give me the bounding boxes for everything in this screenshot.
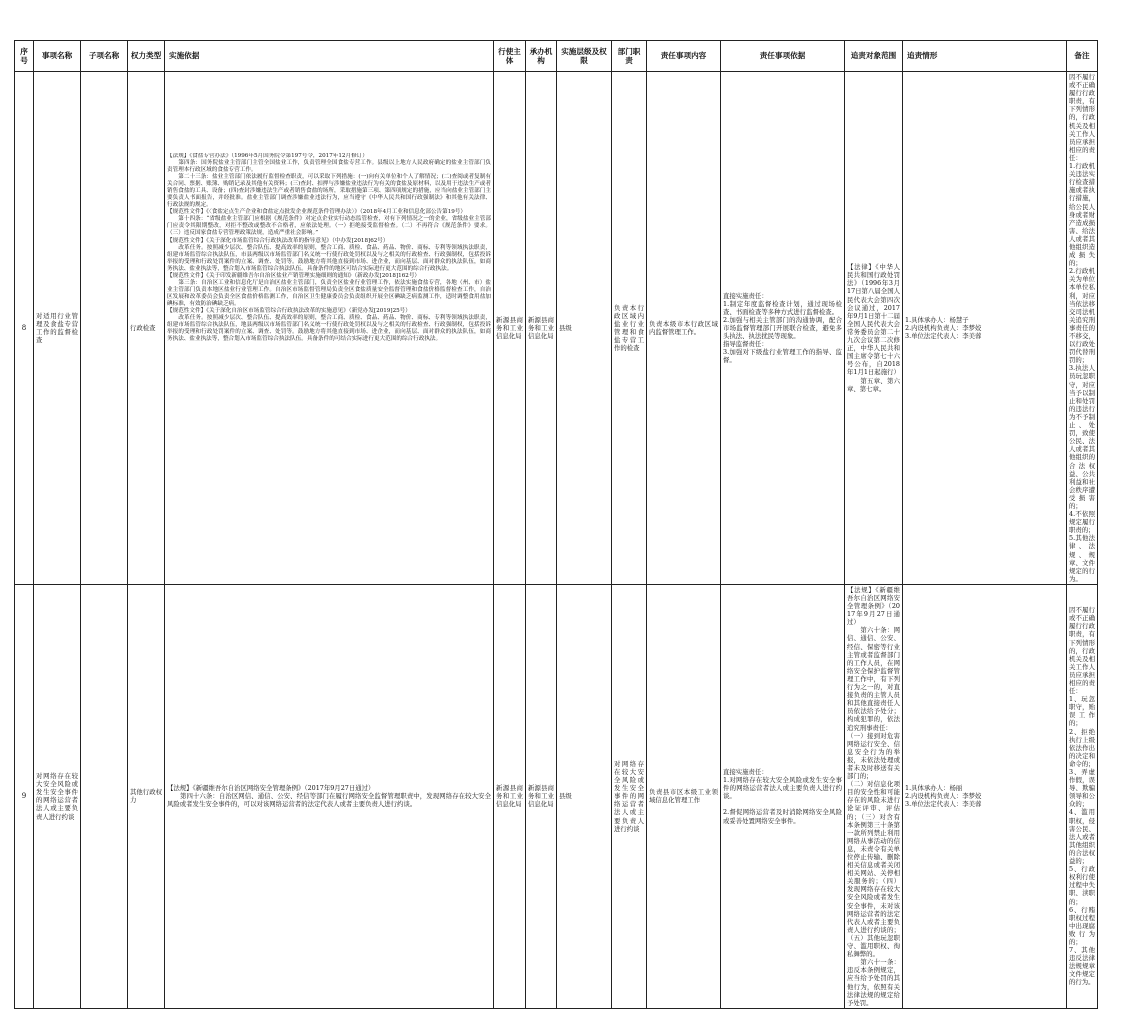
agency: 新源县商务和工业信息化局 — [528, 784, 554, 809]
subject-cell — [494, 584, 526, 1008]
resp-basis: 【法规】《新疆维吾尔自治区网络安全管理条例》（2017年9月27日通过） 第六十条：网信、通信、公安、经信、保密等行业主管或者监督部门的工作人员，在网络安全保护监督管理工作中，有下列行为之一的，对直接负责的主管人员和其他直接责任人员依法给予处分；构成犯罪的，依法追究刑事责任： （一）接到对危害网络运行安全、信息安全行为的举报，未依法处理或者未及时移送有关部门的； （二）对信息化项目的安全性和可能存在的风险未进行论证评审、评估的；（三）对含有本条例第三十条第一款所列禁止利用网络从事活动的信息，未责令有关单位停止传输、删除相关信息或者关闭相关网站、关停相关服务的；（四）发现网络存在较大安全风险或者发生安全事件，未对该网络运营者的法定代表人或者主要负责人进行约谈的；（五）其他玩忽职守、滥用职权、徇私舞弊的。 第六十一条：违反本条例规定，应当给予处罚的其他行为，依照有关法律法规的规定给予处罚。 — [847, 585, 900, 1007]
sub-item-cell — [81, 72, 128, 585]
header-level: 实施层级及权限 — [557, 41, 612, 72]
power-type-cell — [128, 584, 165, 1008]
agency: 新源县商务和工业信息化局 — [528, 315, 554, 340]
duty-cell — [612, 72, 647, 585]
header-basis: 实施依据 — [165, 41, 494, 72]
accountable: 1.具体承办人：杨慧子 2.内设机构负责人：李梦姣 3.单位法定代表人：李美蓉 — [905, 315, 982, 340]
basis-text: 【法规】《食盐专营办法》（1996年5月国务院令第197号令，2017年12月修订） 第四条：国务院盐业主管部门主管全国盐业工作，负责管理全国食盐专营工作。县级以上地方人民政府确定的盐业主管部门负责管理本行政区域的食盐专营工作。 第二十三条：盐业主管部门依法履行监督检查职责，可以采取下列措施：(一)向有关单位和个人了解情况；(二)查阅或者复制有关合同、票据、账簿、购销记录及其他有关资料；(三)查封、扣押与涉嫌盐业违法行为有关的食盐及原材料，以及用于违法生产或者销售食盐的工具、设备；(四)查封涉嫌违法生产或者销售食盐的场所，采取措施第三项、第四项规定的措施，应当向盐业主管部门主要负责人书面报告，并经批准。盐业主管部门调查涉嫌盐业违法行为，应当遵守《中华人民共和国行政强制法》和其他有关法律、行政法规的规定。 【规范性文件】《〈食盐定点生产企业和食盐定点批发企业规范条件管理办法〉》（2018年4月工业和信息化部公告第19号） 第十四条：“省级盐业主管部门应根据《规范条件》对定点企业实行动态监管检查，对有下列情况之一的企业，省级盐业主管部门应责令其限期整改，对拒不整改或整改不合格者，应依法处理。（一）拒绝接受监督检查。（二）不再符合《规范条件》要求。（三）违反国家食盐专营管理政策法规，造成严重社会影响。” 【规范性文件】《关于深化市场监管综合行政执法改革的指导意见》（中办发[2018]62号） 改革任务。按照减少层次、整合队伍、提高效率的原则，整合工商、质检、食品、药品、物价、商标、专利等领域执法职责，组建市场监管综合执法队伍，市县两级以市场监管部门名义统一行使行政处罚权以及与之相关的行政检查、行政强制权，包括投诉举报的受理和行政处罚案件的立案、调查、处罚等。鼓励地方将其他直接到市场、进企业，而向基层、面对群众的执法队伍，如商务执法、盐业执法等，整合划入市场监管综合执法队伍。具备条件的地区可结合实际进行更大范围的综合行政执法。 【规范性文件】《关于印发新疆维吾尔自治区盐业产销管理实施细则的通知》（新政办发[2018]162号） 第三条：自治区工业和信息化厅是自治区盐业主管部门，负责全区盐业行业管理工作，依法实施食盐专营，各地（州、市）盐业主管部门负责本地区盐业行业管理工作。自治区市场监督管理局负责全区食盐质量安全监督管理和食盐价格监督检查工作，自治区发展和改革委员会负责全区食盐价格监测工作，自治区卫生健康委员会负责组织开展全区碘缺乏病监测工作，适时调整食用盐加碘标准，有效防治碘缺乏病。 【规范性文件】《关于深化自治区市场监管综合行政执法改革的实施意见》（新党办发[2019]25号） 改革任务。按照减少层次、整合队伍、提高效率的原则，整合工商、质检、食品、药品、物价、商标、专利等领域执法职责，组建市场监管综合执法队伍，地县两级以市场监管部门名义统一行使行政处罚权以及与之相关的行政检查、行政强制权，包括投诉举报的受理和行政处罚案件的立案、调查、处罚等。鼓励地方将其他直接到市场、进企业，而向基层、面对群众的执法队伍，如商务执法、盐业执法等，整合划入市场监管综合执法队伍。具备条件的可结合实际进行更大范围的综合行政执法。 — [167, 152, 491, 343]
responsibility-list-sheet — [14, 40, 1097, 1007]
duty-cell — [612, 584, 647, 1008]
resp-content-cell — [721, 584, 845, 1008]
header-sub-item: 子项名称 — [81, 41, 128, 72]
power-type: 行政检查 — [130, 323, 156, 332]
duty: 负责本行政区域内盐业行业管理和食盐专营工作的检查 — [614, 303, 644, 353]
resp-basis-cell — [845, 72, 903, 585]
resp-basis: 【法律】《中华人民共和国行政处罚法》（1996年3月17日第八届全国人民代表大会第四次会议通过，2017年9月1日第十二届全国人民代表大会常务委员会第二十九次会议第二次修正，中华人民共和国主席令第七十六号公布，自2018年1月1日起施行） 第五章、第六章、第七章。 — [847, 263, 900, 393]
dept-duty: 负责本级市本行政区域内监督管理工作。 — [649, 319, 718, 336]
table-row — [15, 584, 1098, 1008]
power-type: 其他行政权力 — [130, 788, 162, 805]
row-seq: 8 — [21, 323, 27, 332]
dept-duty-cell — [647, 72, 721, 585]
level: 县级 — [559, 792, 572, 801]
dept-duty-cell — [647, 584, 721, 1008]
table-row — [15, 72, 1098, 585]
basis-text: 【法规】《新疆维吾尔自治区网络安全管理条例》（2017年9月27日通过） 第四十六条：自治区网信、通信、公安、经信等部门在履行网络安全监督管理职责中，发现网络存在较大安全风险或者发生安全事件的，可以对该网络运营者的法定代表人或者主要负责人进行约谈。 — [167, 784, 491, 809]
level: 县级 — [559, 323, 572, 332]
subject: 新源县商务和工业信息化局 — [496, 315, 523, 340]
resp-content-cell — [721, 72, 845, 585]
accountable: 1.具体承办人：杨丽 2.内设机构负责人：李梦姣 3.单位法定代表人：李美蓉 — [905, 784, 982, 809]
sub-item-cell — [81, 584, 128, 1008]
header-power-type: 权力类型 — [128, 41, 165, 72]
row-seq: 9 — [21, 792, 27, 801]
header-row — [15, 41, 1098, 72]
circumstances-cell — [1067, 584, 1098, 1008]
header-item-name: 事项名称 — [34, 41, 81, 72]
resp-content: 直接实施责任： 1.制定年度监督检查计划，通过现场检查、书面检查等多种方式进行监督检查。 2.加强与相关主管部门的沟通协调，配合市场监督管理部门开展联合检查，避免多头执法、执法扰民等现象。 指导监督责任： 3.加强对下级盐行业管理工作的指导、监督。 — [723, 291, 842, 365]
header-accountable: 追责对象范围 — [845, 41, 903, 72]
resp-content: 直接实施责任： 1.对网络存在较大安全风险或发生安全事件的网络运营者法人或主要负责人进行约谈。 2.督促网络运营者及时消除网络安全风险或妥善处置网络安全事件。 — [723, 768, 842, 825]
item-name: 对适用行业管理及食盐专营工作的监督检查 — [36, 311, 78, 345]
item-name: 对网络存在较大安全风险或发生安全事件的网络运营者法人或主要负责人进行约谈 — [36, 772, 78, 821]
header-circumstances: 追责情形 — [903, 41, 1067, 72]
header-resp-content: 责任事项内容 — [647, 41, 721, 72]
dept-duty: 负责县市区本级工业领域信息化管理工作 — [649, 788, 718, 805]
header-seq: 序号 — [15, 41, 34, 72]
basis-cell — [165, 72, 494, 585]
duty: 对网络存在较大安全风险或发生安全事件的网络运营者法人或主要负责人进行约谈 — [614, 759, 644, 833]
agency-cell — [526, 584, 557, 1008]
row-seq-cell — [15, 72, 34, 585]
header-subject: 行使主体 — [494, 41, 526, 72]
level-cell — [557, 584, 612, 1008]
header-dept-duty: 部门职责 — [612, 41, 647, 72]
item-name-cell — [34, 72, 81, 585]
basis-cell — [165, 584, 494, 1008]
resp-basis-cell — [845, 584, 903, 1008]
header-remark: 备注 — [1067, 41, 1098, 72]
accountable-cell — [903, 72, 1067, 585]
level-cell — [557, 72, 612, 585]
row-seq-cell — [15, 584, 34, 1008]
header-resp-basis: 责任事项依据 — [721, 41, 845, 72]
subject-cell — [494, 72, 526, 585]
circumstances: 因不履行或不正确履行行政职责，有下列情形的，行政机关及相关工作人员应承担相应的责任： 1、玩忽职守，贻误工作的； 2、拒绝执行上级依法作出的决定和命令的； 3、弄虚作假，误导、欺骗领导和公众的； 4、滥用职权，侵害公民、法人或者其他组织的合法权益的； 5、行政权利行使过程中失职、渎职的； 6、行贿职权过程中出现腐败行为的； 7、其他违反法律法规规章文件规定的行为。 — [1069, 606, 1095, 987]
item-name-cell — [34, 584, 81, 1008]
responsibility-table — [14, 40, 1098, 1009]
power-type-cell — [128, 72, 165, 585]
circumstances: 因不履行或不正确履行行政职责，有下列情形的，行政机关及相关工作人员应承担相应的责任： 1.行政机关违法实行检查措施或者执行措施，给公民人身或者财产造成损害、给法人或者其他组织造成损失的； 2.行政机关为单位本单位私利，对应当依法移交司法机关追究刑事责任的不移交，以行政处罚代替刑罚的； 3.执法人员玩忽职守，对应当予以制止和处罚的违法行为不予制止、处罚，致使公民、法人或者其他组织的合法权益、公共利益和社会秩序遭受损害的； 4.不依照规定履行职责的； 5.其他法律、法规、规章、文件规定的行为。 — [1069, 73, 1095, 583]
subject: 新源县商务和工业信息化局 — [496, 784, 523, 809]
circumstances-cell — [1067, 72, 1098, 585]
accountable-cell — [903, 584, 1067, 1008]
header-agency: 承办机构 — [526, 41, 557, 72]
agency-cell — [526, 72, 557, 585]
